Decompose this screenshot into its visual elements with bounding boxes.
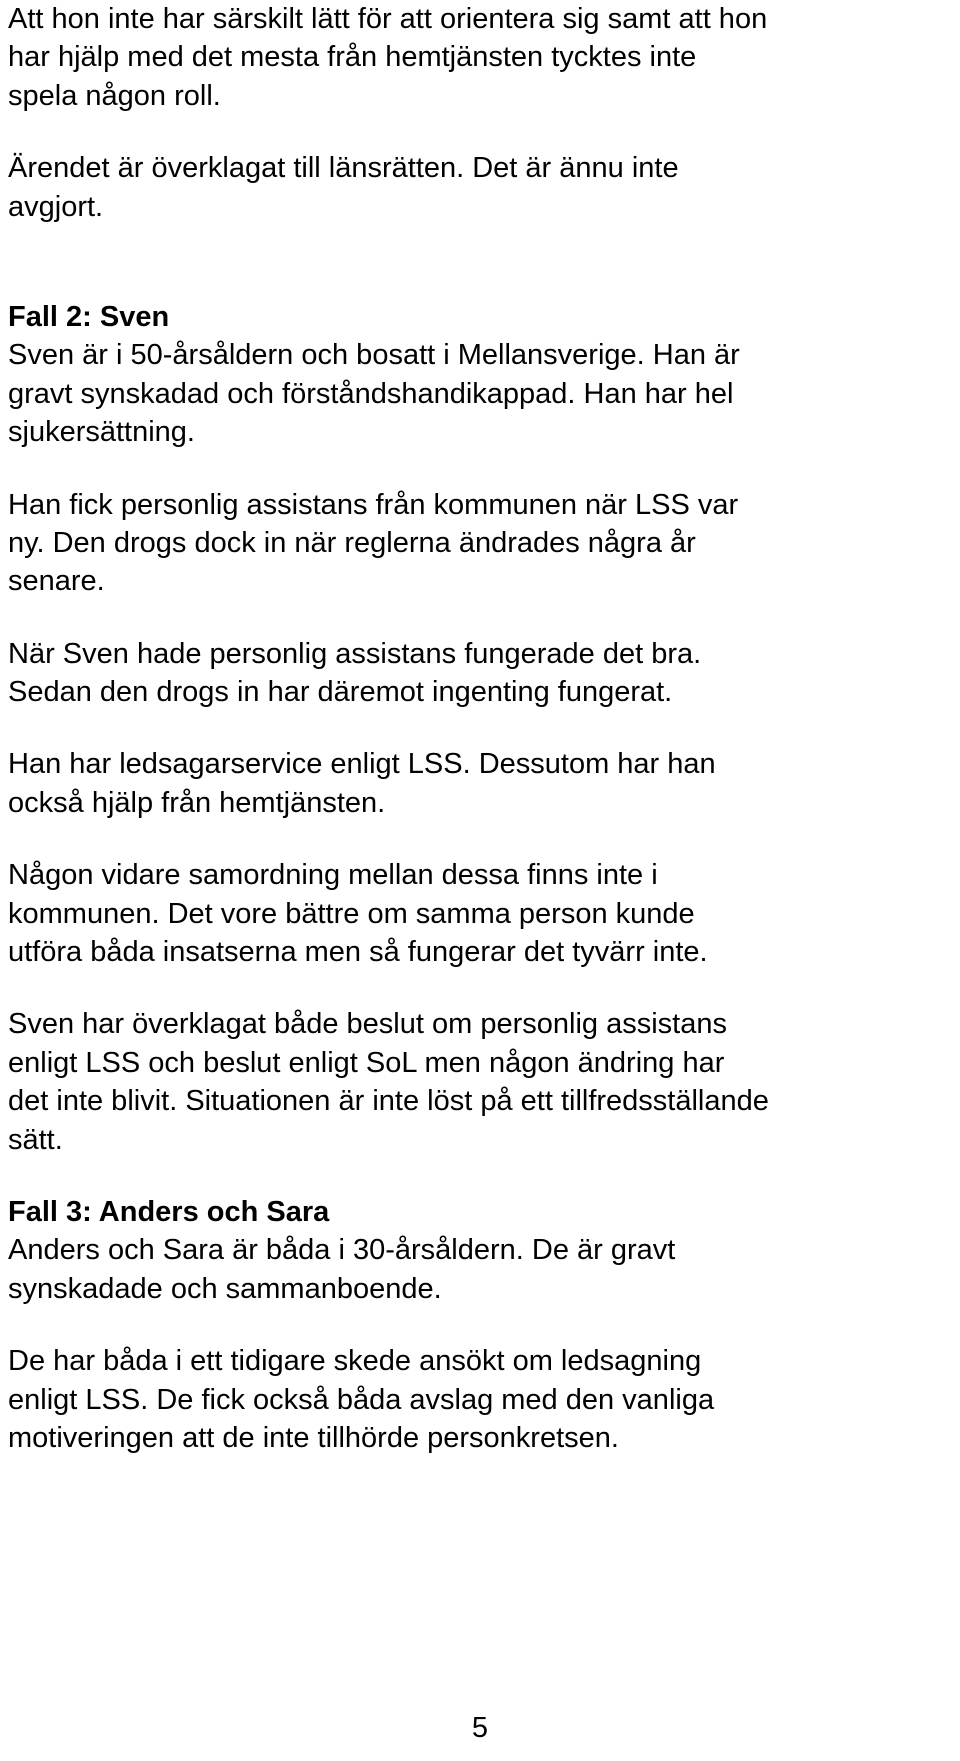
text-line: De har båda i ett tidigare skede ansökt om ledsagning: [8, 1345, 702, 1378]
document-page: [8, 0, 948, 1457]
text-line: Att hon inte har särskilt lätt för att orientera sig samt att hon: [8, 3, 768, 35]
paragraph: [8, 149, 948, 226]
text-line: gravt synskadad och förståndshandikappad. Han har hel: [8, 377, 734, 410]
page-number: [0, 1710, 960, 1746]
text-line: motiveringen att de inte tillhörde personkretsen.: [8, 1421, 619, 1454]
text-line: enligt LSS och beslut enligt SoL men någon ändring har: [8, 1046, 725, 1079]
text-line: Han har ledsagarservice enligt LSS. Dessutom har han: [8, 748, 716, 781]
paragraph: [8, 0, 948, 115]
text-line: Ärendet är överklagat till länsrätten. Det är ännu inte: [8, 152, 679, 185]
text-line: Han fick personlig assistans från kommunen när LSS var: [8, 488, 739, 521]
text-line: sjukersättning.: [8, 416, 195, 449]
text-line: har hjälp med det mesta från hemtjänsten tycktes inte: [8, 41, 697, 74]
text-line: Sven är i 50-årsåldern och bosatt i Mellansverige. Han är: [8, 339, 740, 372]
text-line: När Sven hade personlig assistans fungerade det bra.: [8, 637, 702, 670]
text-line: sätt.: [8, 1123, 63, 1156]
text-line: avgjort.: [8, 190, 104, 223]
text-line: enligt LSS. De fick också båda avslag med den vanliga: [8, 1383, 715, 1416]
text-line: senare.: [8, 565, 105, 598]
text-line: utföra båda insatserna men så fungerar det tyvärr inte.: [8, 936, 708, 969]
text-line: Anders och Sara är båda i 30-årsåldern. De är gravt: [8, 1234, 676, 1267]
text-line: kommunen. Det vore bättre om samma person kunde: [8, 897, 695, 930]
section-fall-2: [8, 298, 948, 1159]
text-line: det inte blivit. Situationen är inte löst på ett tillfredsställande: [8, 1085, 769, 1118]
text-line: synskadade och sammanboende.: [8, 1272, 442, 1305]
text-line: Sedan den drogs in har däremot ingenting fungerat.: [8, 676, 673, 709]
text-line: ny. Den drogs dock in när reglerna ändrades några år: [8, 526, 696, 559]
text-line: också hjälp från hemtjänsten.: [8, 786, 386, 819]
section-heading: Fall 2: Sven: [8, 300, 170, 333]
section-fall-3: [8, 1193, 948, 1457]
text-line: spela någon roll.: [8, 79, 221, 112]
text-line: Sven har överklagat både beslut om personlig assistans: [8, 1008, 727, 1041]
text-line: Någon vidare samordning mellan dessa finns inte i: [8, 859, 658, 892]
section-heading: Fall 3: Anders och Sara: [8, 1195, 330, 1228]
page-number-text: 5: [471, 1712, 489, 1744]
